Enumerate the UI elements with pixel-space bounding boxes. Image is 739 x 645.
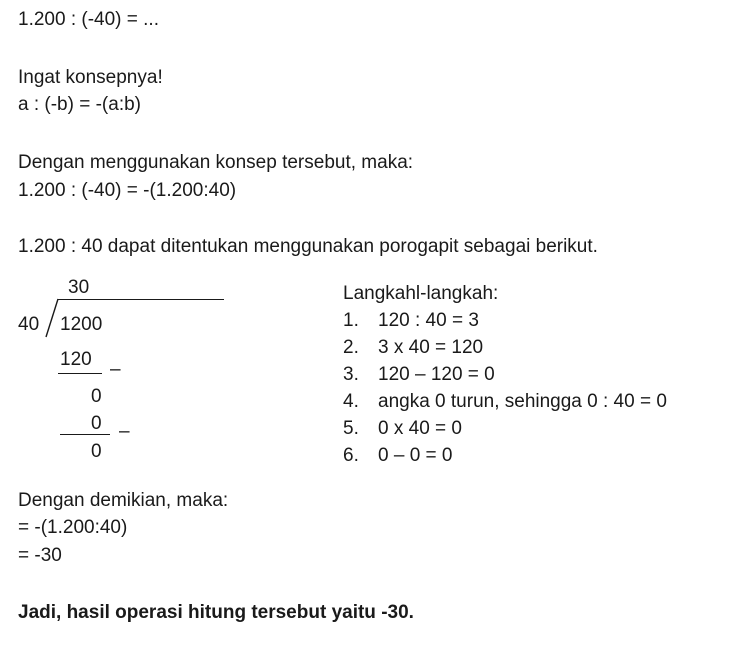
remainder-1: 0 (91, 386, 102, 407)
porogapit-intro: 1.200 : 40 dapat ditentukan menggunakan porogapit sebagai berikut. (18, 236, 598, 257)
conclusion-intro: Dengan demikian, maka: (18, 490, 229, 511)
step-text: 0 x 40 = 0 (378, 418, 462, 439)
step-number: 6. (343, 445, 359, 466)
quotient: 30 (68, 277, 90, 298)
step-text: 0 – 0 = 0 (378, 445, 453, 466)
conclusion-line-2: = -30 (18, 545, 62, 566)
minus-sign-2: – (119, 421, 130, 442)
apply-intro: Dengan menggunakan konsep tersebut, maka: (18, 152, 414, 173)
step-number: 3. (343, 364, 359, 385)
subtraction-line-1 (58, 373, 102, 374)
step-text: 3 x 40 = 120 (378, 337, 484, 358)
step-number: 2. (343, 337, 359, 358)
step-text: angka 0 turun, sehingga 0 : 40 = 0 (378, 391, 667, 412)
problem-statement: 1.200 : (-40) = ... (18, 9, 159, 30)
remainder-2: 0 (91, 441, 102, 462)
concept-formula: a : (-b) = -(a:b) (18, 94, 141, 115)
step-text: 120 – 120 = 0 (378, 364, 495, 385)
minus-sign-1: – (110, 359, 121, 380)
division-bar (58, 299, 224, 300)
concept-heading: Ingat konsepnya! (18, 67, 163, 88)
divisor: 40 (18, 314, 40, 335)
subtrahend-1: 120 (60, 349, 92, 370)
apply-expression: 1.200 : (-40) = -(1.200:40) (18, 180, 237, 201)
subtrahend-2: 0 (91, 413, 102, 434)
conclusion-line-1: = -(1.200:40) (18, 517, 128, 538)
step-text: 120 : 40 = 3 (378, 310, 479, 331)
dividend: 1200 (60, 314, 103, 335)
step-number: 1. (343, 310, 359, 331)
subtraction-line-2 (60, 434, 110, 435)
division-bracket (44, 299, 60, 339)
final-answer: Jadi, hasil operasi hitung tersebut yaitu -30. (18, 602, 414, 623)
step-number: 5. (343, 418, 359, 439)
step-number: 4. (343, 391, 359, 412)
steps-title: Langkahl-langkah: (343, 283, 499, 304)
